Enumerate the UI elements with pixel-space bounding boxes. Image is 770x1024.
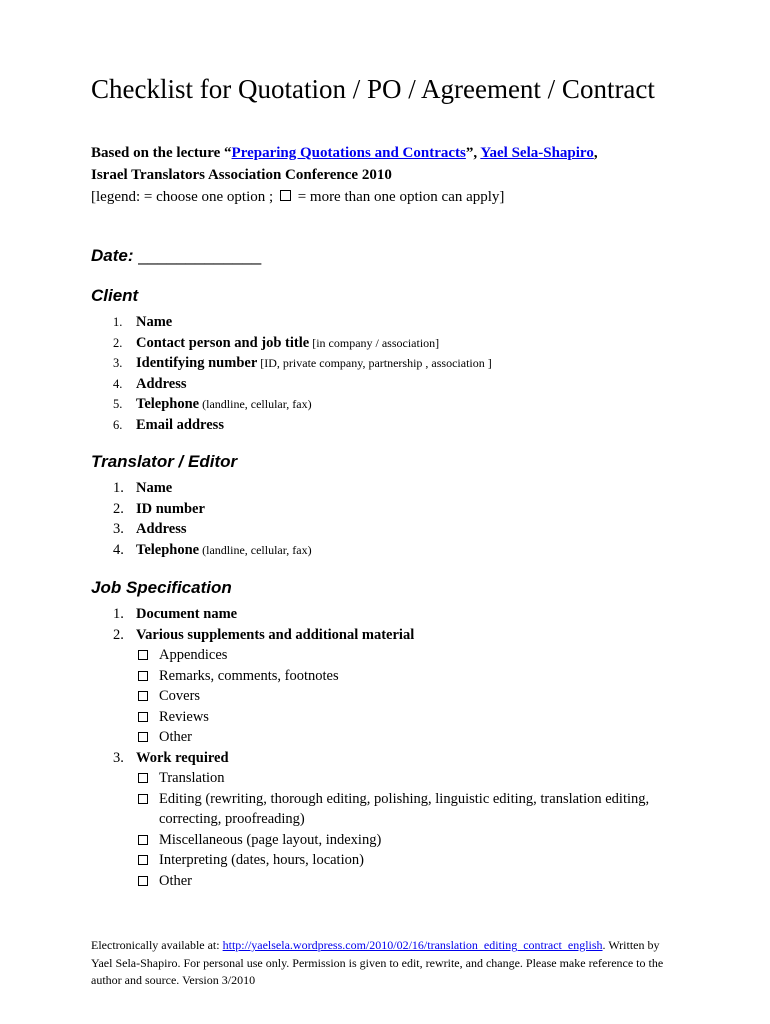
intro-comma: , — [593, 145, 598, 161]
job-spec-list — [91, 604, 691, 891]
checkbox-icon[interactable] — [138, 855, 148, 865]
job-spec-heading: Job Specification — [91, 578, 232, 597]
page-title: Checklist for Quotation / PO / Agreement / Contract — [91, 74, 655, 104]
checkbox-icon[interactable] — [138, 835, 148, 845]
list-item: 1. Document name — [113, 606, 238, 622]
checkbox-icon[interactable] — [138, 712, 148, 722]
option-reviews[interactable]: Reviews — [91, 707, 691, 728]
date-blank: _____________ — [138, 246, 262, 265]
checkbox-icon[interactable] — [138, 691, 148, 701]
footer-note: Electronically available at: http://yaelsela.wordpress.com/2010/02/16/translation_editing_contract_english. Written by Yael Sela-Shapiro. For personal use only. Permission is given to edit, rewrite, and change. Please make reference to the author and source. Version 3/2010 — [91, 938, 664, 987]
option-appendices[interactable]: Appendices — [91, 645, 691, 666]
checkbox-icon[interactable] — [138, 732, 148, 742]
option-miscellaneous[interactable]: Miscellaneous (page layout, indexing) — [91, 830, 691, 851]
list-item: 2. Various supplements and additional material — [113, 626, 415, 643]
source-url-link[interactable]: http://yaelsela.wordpress.com/2010/02/16/translation_editing_contract_english — [222, 938, 603, 952]
translator-heading: Translator / Editor — [91, 452, 238, 471]
checkbox-icon — [280, 190, 291, 201]
intro-sep: ”, — [465, 145, 481, 161]
author-link[interactable]: Yael Sela-Shapiro — [480, 145, 594, 161]
intro-based-on: Based on the lecture “ — [91, 145, 232, 161]
checkbox-icon[interactable] — [138, 794, 148, 804]
conference-line: Israel Translators Association Conference 2010 — [91, 167, 392, 183]
option-covers[interactable]: Covers — [91, 686, 691, 707]
option-other-work[interactable]: Other — [91, 871, 691, 892]
date-label: Date: — [91, 246, 134, 265]
intro-block — [91, 142, 598, 208]
checkbox-icon[interactable] — [138, 876, 148, 886]
option-remarks[interactable]: Remarks, comments, footnotes — [91, 666, 691, 687]
list-item: 3. Work required — [113, 749, 229, 766]
checkbox-icon[interactable] — [138, 773, 148, 783]
checkbox-icon[interactable] — [138, 650, 148, 660]
option-translation[interactable]: Translation — [91, 768, 691, 789]
date-field — [91, 246, 261, 266]
checkbox-icon[interactable] — [138, 671, 148, 681]
lecture-link[interactable]: Preparing Quotations and Contracts — [231, 145, 466, 161]
client-heading: Client — [91, 286, 139, 305]
legend-line: [legend: = choose one option ; = more than one option can apply] — [91, 189, 505, 205]
option-other-material[interactable]: Other — [91, 727, 691, 748]
option-interpreting[interactable]: Interpreting (dates, hours, location) — [91, 850, 691, 871]
option-editing[interactable]: Editing (rewriting, thorough editing, polishing, linguistic editing, translation editing, correcting, proofreading) — [91, 789, 691, 830]
